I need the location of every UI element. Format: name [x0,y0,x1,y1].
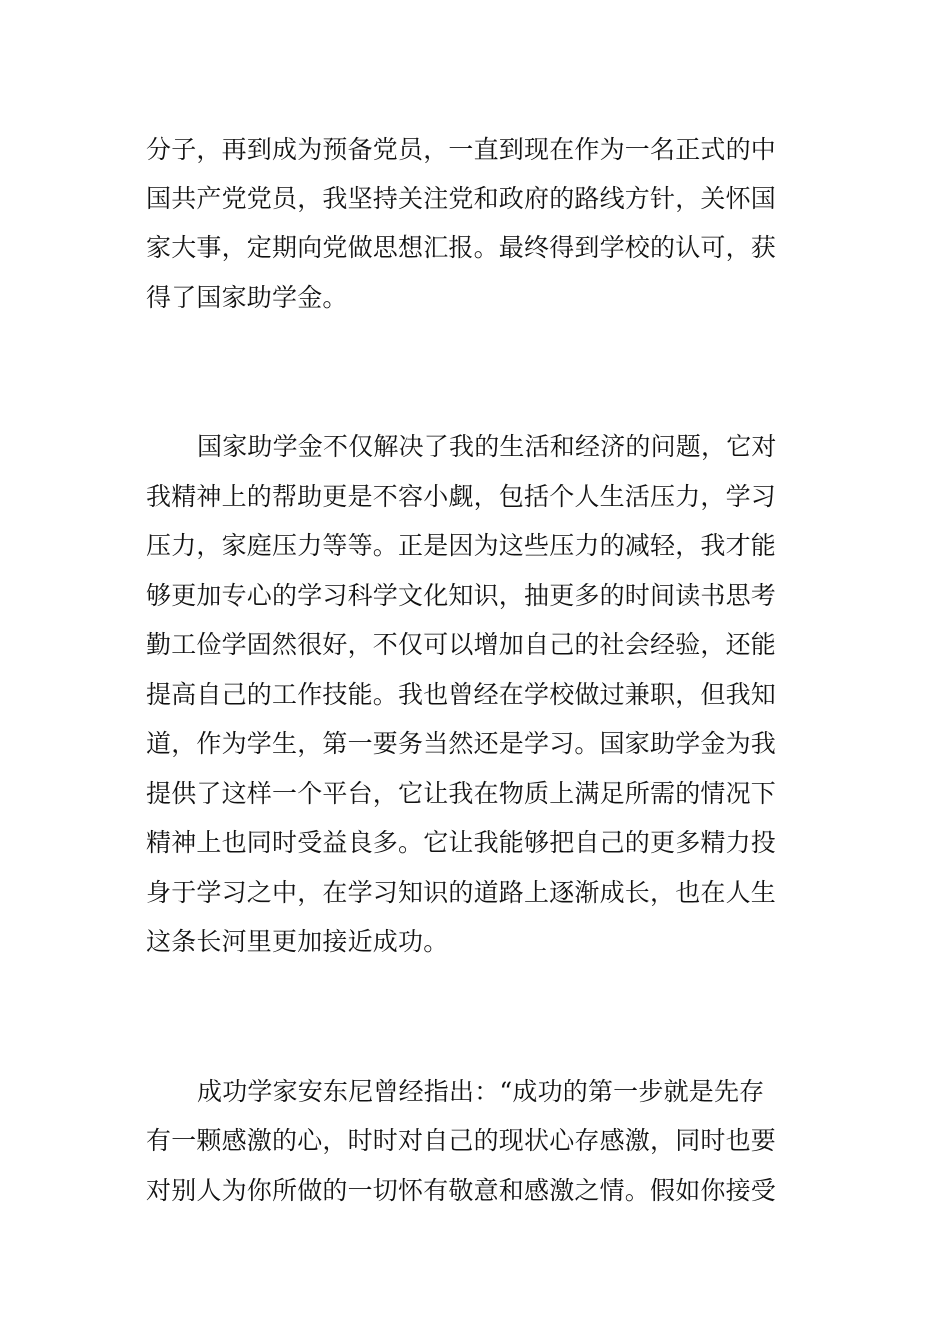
paragraph-2-line-4: 够更加专心的学习科学文化知识，抽更多的时间读书思考 [146,581,777,610]
paragraph-2-line-6: 提高自己的工作技能。我也曾经在学校做过兼职，但我知 [146,680,777,709]
paragraph-1-line-3: 家大事，定期向党做思想汇报。最终得到学校的认可，获 [146,233,777,262]
paragraph-1-line-2: 国共产党党员，我坚持关注党和政府的路线方针，关怀国 [146,184,777,213]
paragraph-2-line-5: 勤工俭学固然很好，不仅可以增加自己的社会经验，还能 [146,630,777,659]
paragraph-3-line-1: 成功学家安东尼曾经指出：“成功的第一步就是先存 [197,1077,765,1106]
paragraph-1-line-4: 得了国家助学金。 [146,283,348,312]
paragraph-2-line-11: 这条长河里更加接近成功。 [146,927,449,956]
paragraph-1-line-1: 分子，再到成为预备党员，一直到现在作为一名正式的中 [146,135,777,164]
paragraph-2-line-7: 道，作为学生，第一要务当然还是学习。国家助学金为我 [146,729,777,758]
paragraph-2-line-1: 国家助学金不仅解决了我的生活和经济的问题，它对 [197,432,777,461]
paragraph-2-line-8: 提供了这样一个平台，它让我在物质上满足所需的情况下 [146,779,777,808]
paragraph-2-line-9: 精神上也同时受益良多。它让我能够把自己的更多精力投 [146,828,777,857]
paragraph-3-line-2: 有一颗感激的心，时时对自己的现状心存感激，同时也要 [146,1126,777,1155]
paragraph-3-line-3: 对别人为你所做的一切怀有敬意和感激之情。假如你接受 [146,1176,777,1205]
paragraph-2-line-2: 我精神上的帮助更是不容小觑，包括个人生活压力，学习 [146,482,777,511]
paragraph-2-line-3: 压力，家庭压力等等。正是因为这些压力的减轻，我才能 [146,531,777,560]
paragraph-2-line-10: 身于学习之中，在学习知识的道路上逐渐成长，也在人生 [146,878,777,907]
